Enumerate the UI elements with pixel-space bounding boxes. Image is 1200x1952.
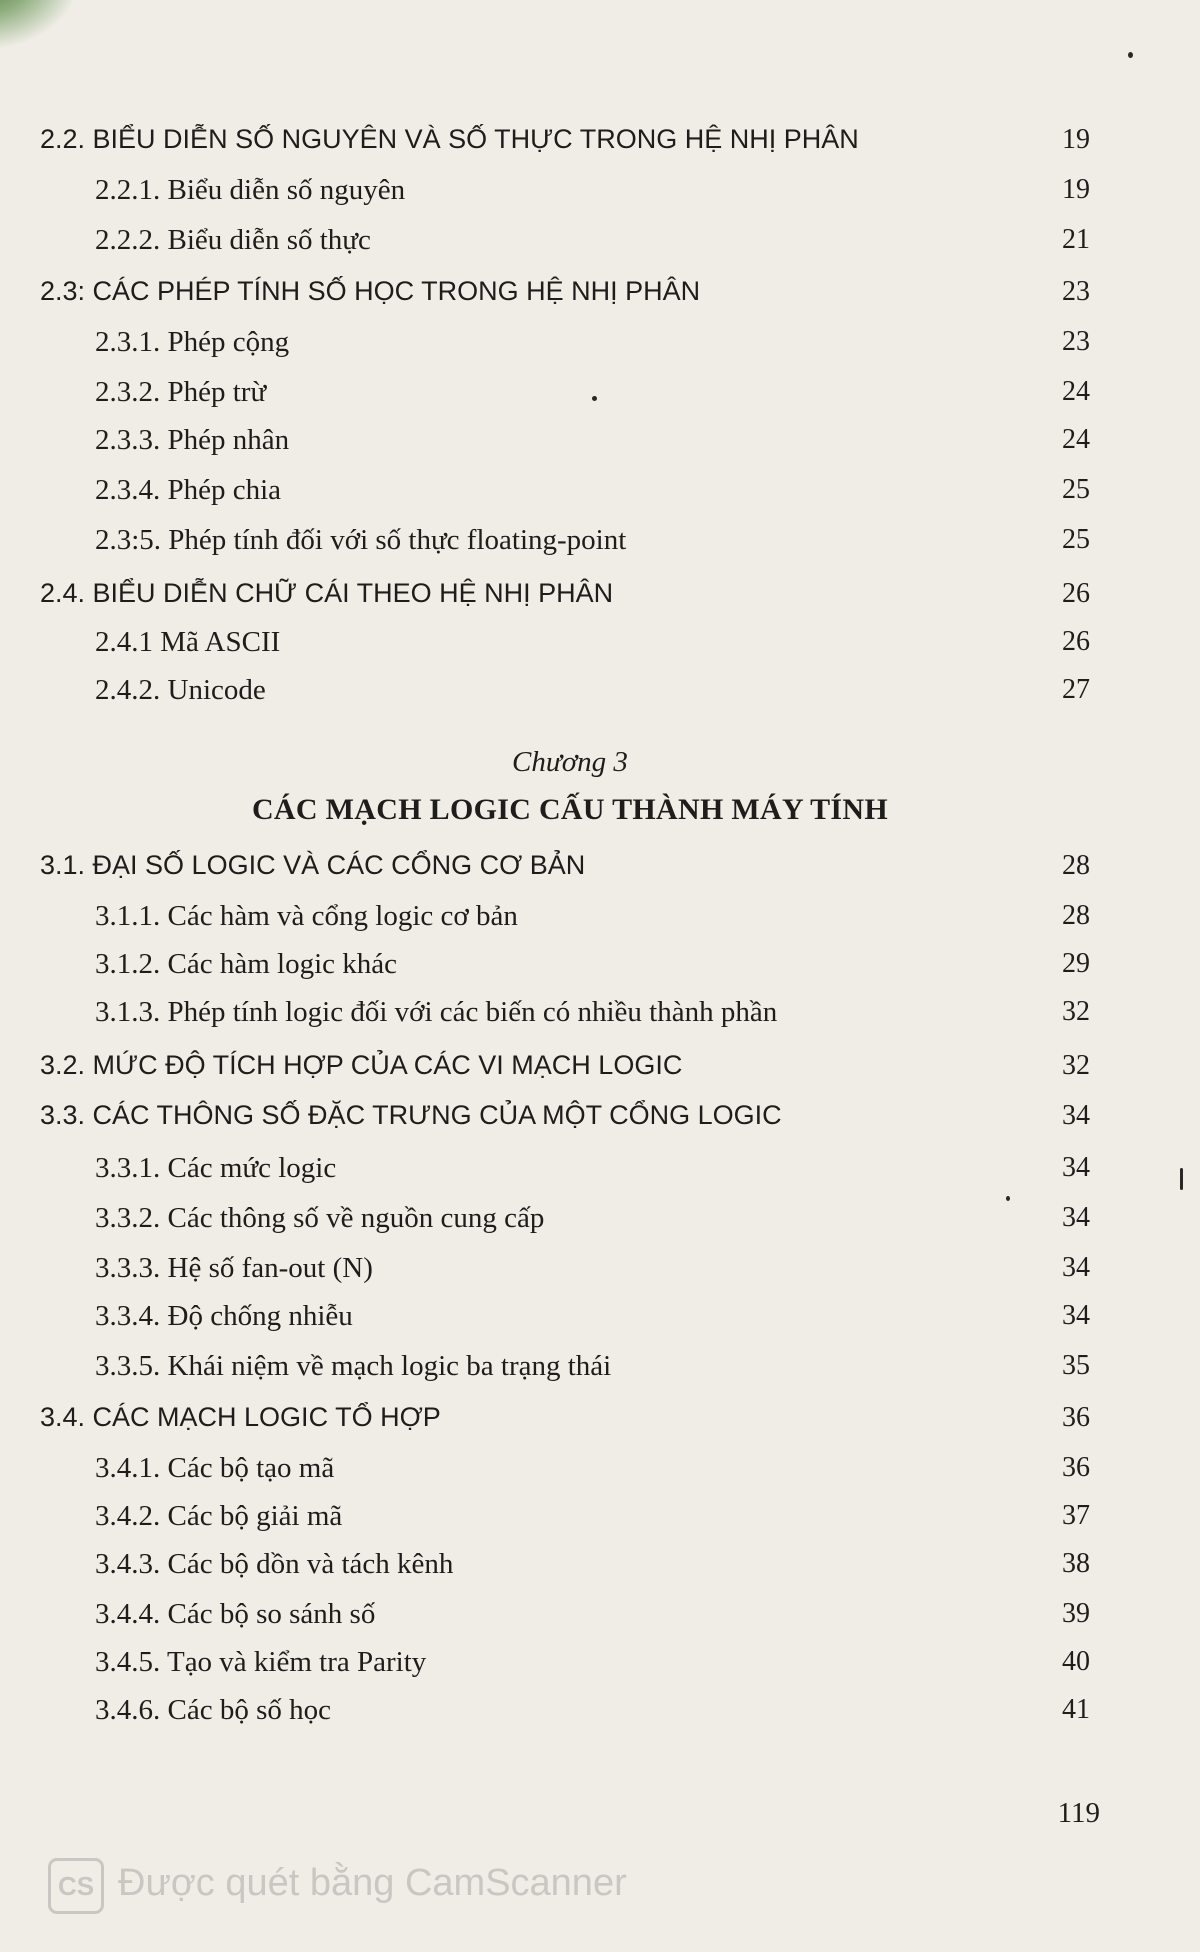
toc-entry-title: 3.3.2. Các thông số về nguồn cung cấp — [95, 1202, 545, 1234]
toc-entry — [0, 674, 1200, 718]
toc-entry — [0, 1548, 1200, 1592]
toc-entry-page: 32 — [1062, 996, 1090, 1027]
toc-entry-title: 3.4. CÁC MẠCH LOGIC TỔ HỢP — [40, 1402, 441, 1432]
toc-entry-title: 2.2. BIỂU DIỄN SỐ NGUYÊN VÀ SỐ THỰC TRONG HỆ NHỊ PHÂN — [40, 124, 859, 154]
toc-entry-page: 36 — [1062, 1452, 1090, 1483]
toc-entry-title: 2.3.1. Phép cộng — [95, 326, 290, 358]
toc-entry — [0, 1694, 1200, 1738]
toc-entry-title: 3.3.3. Hệ số fan-out (N) — [95, 1252, 373, 1284]
toc-entry-page: 41 — [1062, 1694, 1090, 1725]
toc-entry — [0, 276, 1200, 320]
toc-entry — [0, 626, 1200, 670]
toc-entry-page: 25 — [1062, 474, 1090, 505]
chapter-title: CÁC MẠCH LOGIC CẤU THÀNH MÁY TÍNH — [251, 793, 889, 826]
toc-entry-title: 3.1. ĐẠI SỐ LOGIC VÀ CÁC CỔNG CƠ BẢN — [40, 850, 586, 880]
toc-entry-title: 3.1.3. Phép tính logic đối với các biến có nhiều thành phần — [95, 996, 778, 1028]
toc-entry-page: 29 — [1062, 948, 1090, 979]
toc-entry — [0, 524, 1200, 568]
camscanner-logo: CS — [48, 1858, 104, 1914]
toc-entry-title: 3.2. MỨC ĐỘ TÍCH HỢP CỦA CÁC VI MẠCH LOGIC — [40, 1050, 683, 1080]
toc-entry-page: 34 — [1062, 1300, 1090, 1331]
toc-entry-page: 40 — [1062, 1646, 1090, 1677]
toc-entry — [0, 1350, 1200, 1394]
toc-entry — [0, 474, 1200, 518]
page-number: 119 — [1057, 1797, 1100, 1829]
toc-entry-page: 34 — [1062, 1252, 1090, 1283]
toc-entry — [0, 124, 1200, 168]
toc-entry — [0, 1152, 1200, 1196]
toc-entry-title: 3.4.6. Các bộ số học — [95, 1694, 331, 1726]
toc-entry-page: 28 — [1062, 850, 1090, 881]
toc-entry-title: 2.4. BIỂU DIỄN CHỮ CÁI THEO HỆ NHỊ PHÂN — [40, 578, 614, 608]
toc-entry-title: 3.4.1. Các bộ tạo mã — [95, 1452, 335, 1484]
scan-speck — [1128, 52, 1133, 58]
toc-entry-title: 3.3.1. Các mức logic — [95, 1152, 337, 1184]
toc-entry-page: 25 — [1062, 524, 1090, 555]
toc-entry-page: 35 — [1062, 1350, 1090, 1381]
camscanner-text: Được quét bằng CamScanner — [118, 1862, 627, 1904]
toc-entry-page: 36 — [1062, 1402, 1090, 1433]
toc-entry — [0, 996, 1200, 1040]
chapter-label: Chương 3 — [512, 746, 628, 778]
toc-entry-page: 34 — [1062, 1152, 1090, 1183]
toc-entry — [0, 948, 1200, 992]
toc-entry-page: 24 — [1062, 376, 1090, 407]
toc-entry-page: 23 — [1062, 326, 1090, 357]
toc-entry — [0, 1646, 1200, 1690]
toc-entry — [0, 578, 1200, 622]
toc-entry-title: 3.1.2. Các hàm logic khác — [95, 948, 397, 980]
toc-entry-page: 34 — [1062, 1202, 1090, 1233]
toc-entry — [0, 850, 1200, 894]
toc-entry — [0, 1300, 1200, 1344]
toc-entry-title: 3.3. CÁC THÔNG SỐ ĐẶC TRƯNG CỦA MỘT CỔNG LOGIC — [40, 1100, 782, 1130]
scan-speck — [592, 396, 597, 401]
toc-entry-title: 3.4.4. Các bộ so sánh số — [95, 1598, 376, 1630]
toc-entry — [0, 1452, 1200, 1496]
toc-entry-title: 3.4.2. Các bộ giải mã — [95, 1500, 343, 1532]
toc-entry — [0, 1100, 1200, 1144]
toc-entry-title: 2.4.1 Mã ASCII — [95, 626, 281, 658]
toc-entry-title: 2.3.3. Phép nhân — [95, 424, 290, 456]
toc-entry — [0, 224, 1200, 268]
toc-entry-page: 19 — [1062, 174, 1090, 205]
toc-entry-title: 2.3.2. Phép trừ — [95, 376, 267, 408]
toc-entry — [0, 174, 1200, 218]
scan-speck — [1180, 1168, 1183, 1190]
toc-entry-page: 32 — [1062, 1050, 1090, 1081]
toc-entry-page: 23 — [1062, 276, 1090, 307]
page-corner-shadow — [0, 0, 80, 50]
toc-entry-page: 28 — [1062, 900, 1090, 931]
toc-entry — [0, 1202, 1200, 1246]
toc-entry — [0, 376, 1200, 420]
toc-entry-page: 34 — [1062, 1100, 1090, 1131]
toc-entry — [0, 900, 1200, 944]
toc-entry — [0, 326, 1200, 370]
toc-entry-title: 3.1.1. Các hàm và cổng logic cơ bản — [95, 900, 518, 932]
toc-entry-title: 2.3: CÁC PHÉP TÍNH SỐ HỌC TRONG HỆ NHỊ PHÂN — [40, 276, 701, 306]
toc-entry-page: 21 — [1062, 224, 1090, 255]
toc-entry-title: 2.3.4. Phép chia — [95, 474, 282, 506]
toc-entry — [0, 1252, 1200, 1296]
toc-entry-page: 26 — [1062, 578, 1090, 609]
toc-entry — [0, 1598, 1200, 1642]
toc-entry-page: 37 — [1062, 1500, 1090, 1531]
toc-entry — [0, 1500, 1200, 1544]
toc-entry — [0, 1402, 1200, 1446]
toc-entry-title: 3.4.5. Tạo và kiểm tra Parity — [95, 1646, 427, 1678]
toc-entry-title: 3.4.3. Các bộ dồn và tách kênh — [95, 1548, 454, 1580]
toc-entry-title: 2.4.2. Unicode — [95, 674, 266, 706]
toc-entry — [0, 1050, 1200, 1094]
scan-speck — [1006, 1196, 1010, 1201]
toc-entry-page: 39 — [1062, 1598, 1090, 1629]
toc-entry-title: 3.3.5. Khái niệm về mạch logic ba trạng thái — [95, 1350, 612, 1382]
toc-entry-page: 38 — [1062, 1548, 1090, 1579]
toc-entry-page: 24 — [1062, 424, 1090, 455]
toc-entry-title: 2.2.2. Biểu diễn số thực — [95, 224, 371, 256]
toc-entry-page: 26 — [1062, 626, 1090, 657]
toc-entry — [0, 424, 1200, 468]
toc-entry-page: 19 — [1062, 124, 1090, 155]
toc-entry-title: 3.3.4. Độ chống nhiễu — [95, 1300, 353, 1332]
toc-entry-title: 2.2.1. Biểu diễn số nguyên — [95, 174, 406, 206]
toc-entry-page: 27 — [1062, 674, 1090, 705]
toc-entry-title: 2.3:5. Phép tính đối với số thực floating-point — [95, 524, 627, 556]
